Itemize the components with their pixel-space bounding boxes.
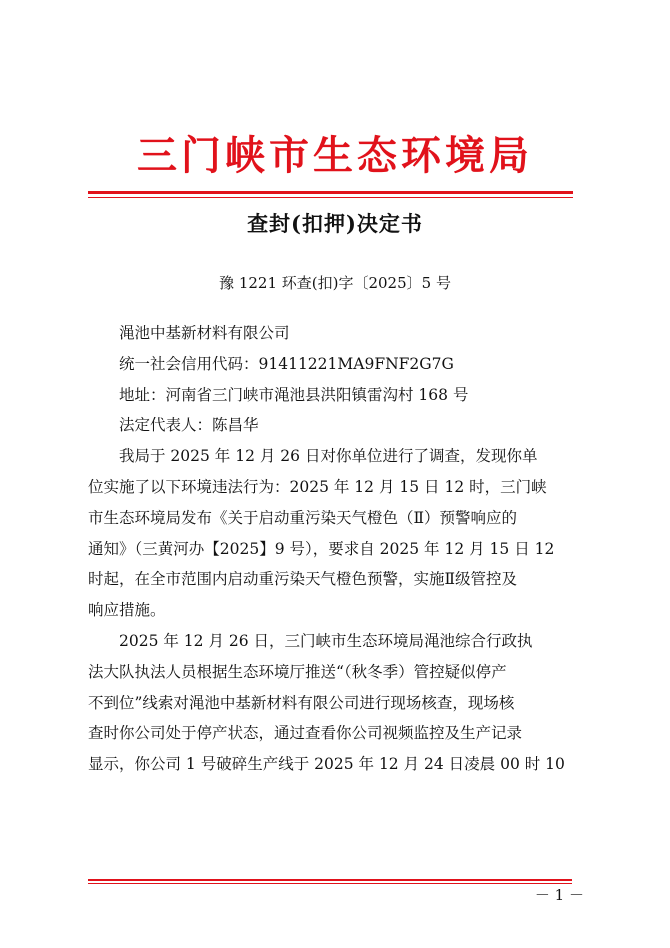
- recipient-address: 地址：河南省三门峡市渑池县洪阳镇雷沟村 168 号: [119, 385, 469, 404]
- agency-title: 三门峡市生态环境局: [137, 132, 533, 179]
- paragraph-line: 通知》（三黄河办【2025】9 号），要求自 2025 年 12 月 15 日 12: [88, 539, 555, 558]
- recipient-company: 渑池中基新材料有限公司: [119, 324, 290, 342]
- document-number: 豫 1221 环查(扣)字〔2025〕5 号: [219, 274, 451, 292]
- recipient-legal-rep: 法定代表人：陈昌华: [119, 416, 259, 435]
- paragraph-line: 不到位”线索对渑池中基新材料有限公司进行现场核查，现场核: [88, 693, 515, 712]
- document-title: 查封(扣押)决定书: [247, 211, 423, 236]
- paragraph-line: 位实施了以下环境违法行为：2025 年 12 月 15 日 12 时，三门峡: [88, 477, 547, 496]
- recipient-credit-code: 统一社会信用代码：91411221MA9FNF2G7G: [119, 354, 454, 373]
- header-red-rule-thin: [88, 197, 573, 198]
- document-body: [88, 318, 584, 780]
- paragraph-line: 时起，在全市范围内启动重污染天气橙色预警，实施Ⅱ级管控及: [88, 570, 518, 589]
- header-red-rule: [88, 191, 573, 194]
- paragraph-line: 2025 年 12 月 26 日，三门峡市生态环境局渑池综合行政执: [119, 631, 533, 650]
- page-number: － 1 －: [534, 886, 584, 904]
- paragraph-line: 市生态环境局发布《关于启动重污染天气橙色（Ⅱ）预警响应的: [88, 508, 518, 527]
- footer-red-rule: [88, 879, 572, 881]
- paragraph-line: 查时你公司处于停产状态，通过查看你公司视频监控及生产记录: [88, 724, 523, 743]
- paragraph-line: 法大队执法人员根据生态环境厅推送“（秋冬季）管控疑似停产: [88, 662, 507, 681]
- paragraph-line: 响应措施。: [88, 601, 166, 620]
- paragraph-line: 显示，你公司 1 号破碎生产线于 2025 年 12 月 24 日凌晨 00 时 10: [88, 755, 565, 774]
- paragraph-line: 我局于 2025 年 12 月 26 日对你单位进行了调查，发现你单: [119, 447, 538, 466]
- footer-red-rule-thin: [88, 883, 572, 884]
